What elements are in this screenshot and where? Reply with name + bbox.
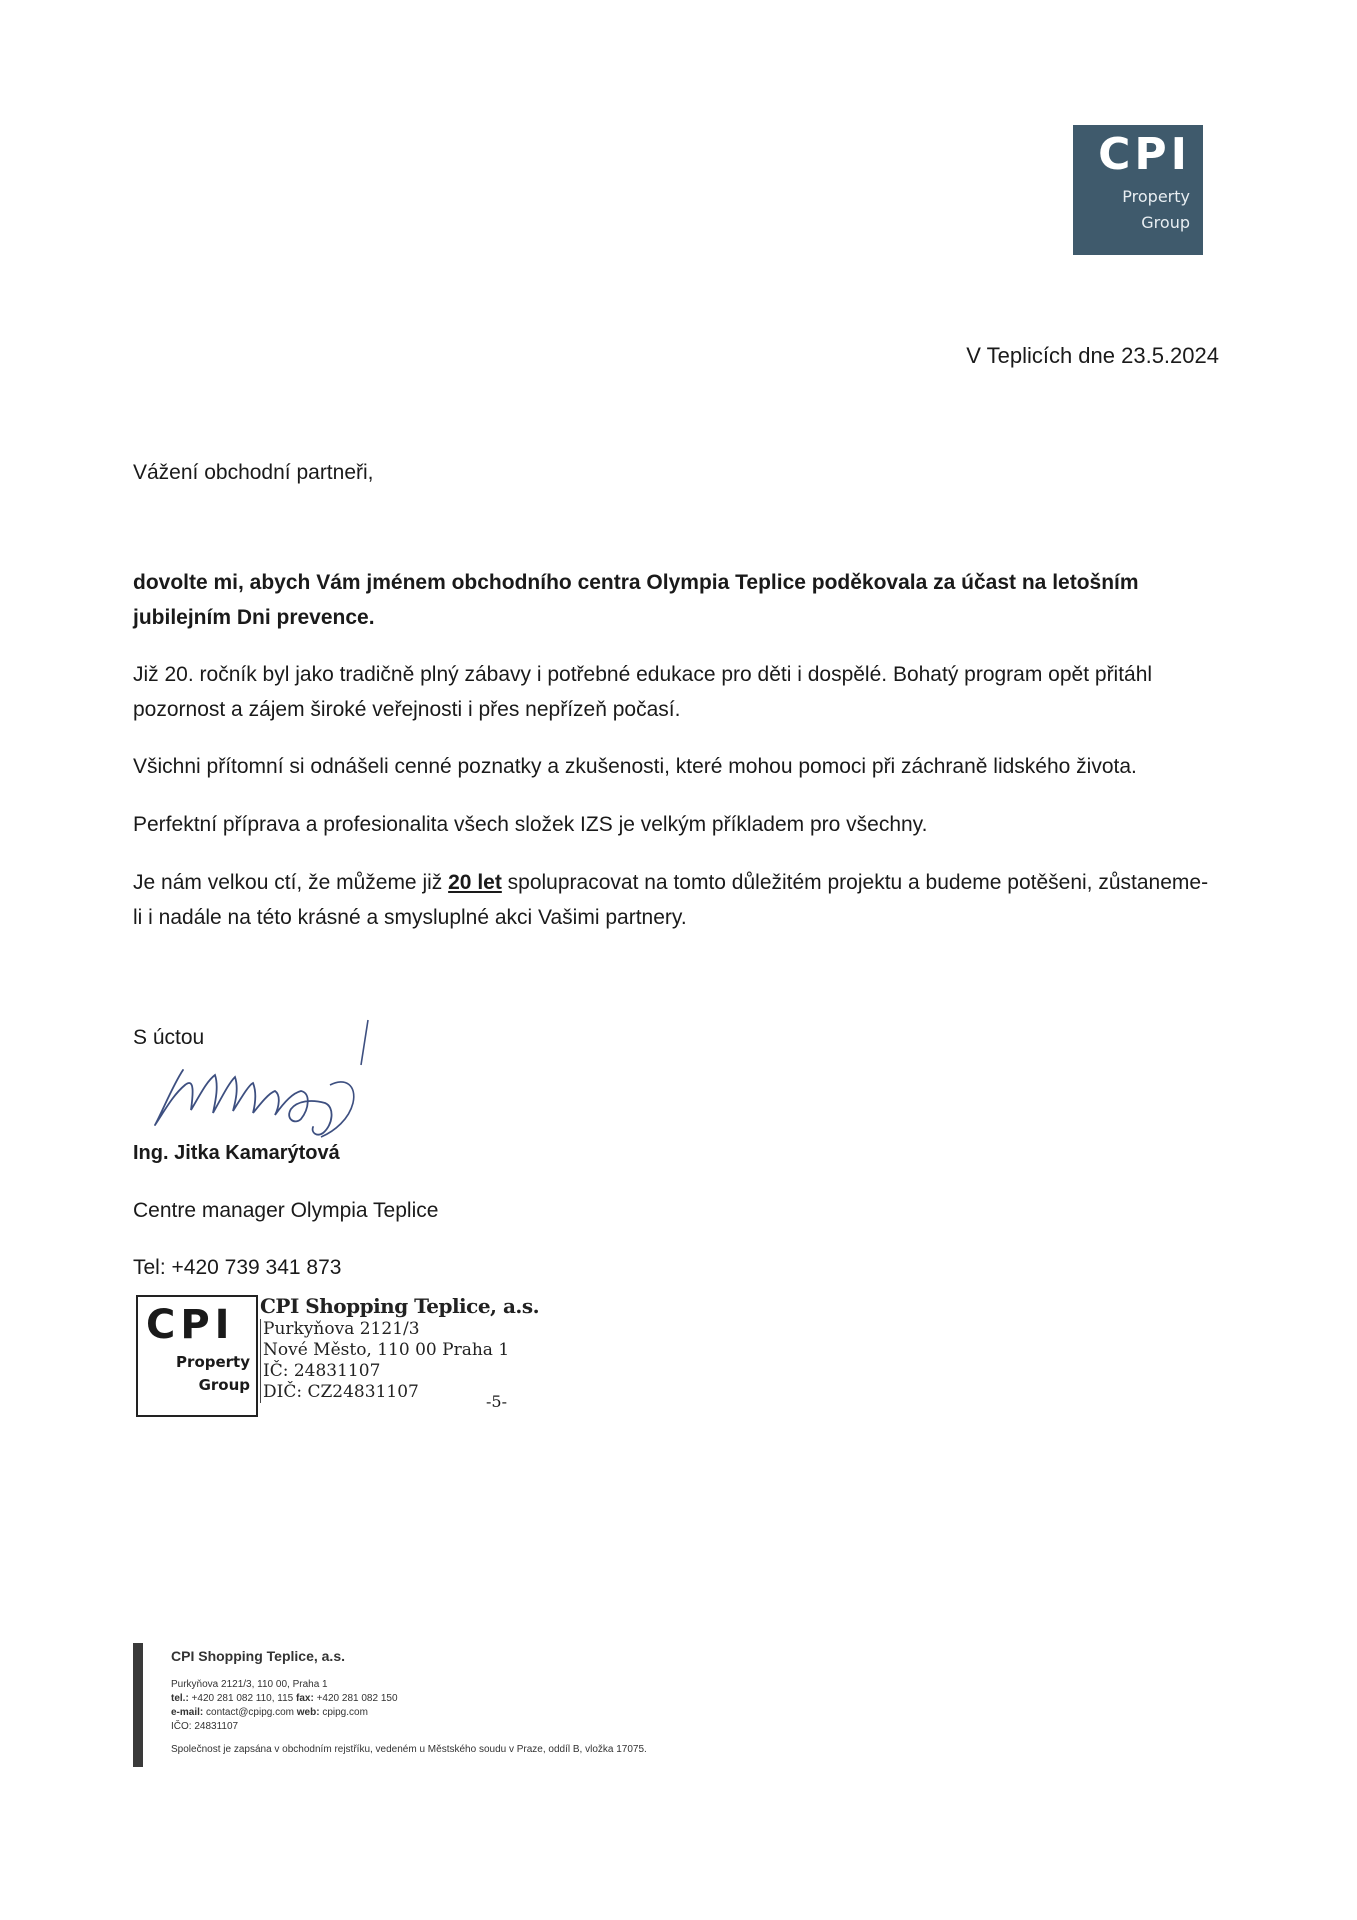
logo-line-property: Property: [1122, 187, 1190, 206]
company-logo: [1073, 125, 1203, 255]
footer-address: Purkyňova 2121/3, 110 00, Praha 1: [171, 1679, 328, 1690]
footer-ico: IČO: 24831107: [171, 1721, 239, 1732]
stamp-ic: IČ: 24831107: [260, 1361, 539, 1382]
paragraph-4-emphasis: 20 let: [448, 871, 502, 894]
footer-registration: Společnost je zapsána v obchodním rejstříku, vedeném u Městského soudu v Praze, oddíl B, vložka 17075.: [171, 1744, 647, 1755]
intro-paragraph: dovolte mi, abych Vám jménem obchodního centra Olympia Teplice poděkovala za účast na letošním jubilejním Dni prevence.: [133, 571, 1139, 629]
signer-role: Centre manager Olympia Teplice: [133, 1199, 439, 1222]
stamp-company-name: CPI Shopping Teplice, a.s.: [260, 1294, 540, 1318]
logo-line-group: Group: [1141, 213, 1190, 232]
closing: S úctou: [133, 1026, 205, 1049]
handwritten-signature: [135, 1015, 395, 1145]
stamp-handmark: -5-: [486, 1392, 507, 1411]
paragraph-1: Již 20. ročník byl jako tradičně plný zábavy i potřebné edukace pro děti i dospělé. Bohatý program opět přitáhl pozornost a zájem široké veřejnosti i přes nepřízeň počasí.: [133, 663, 1153, 721]
footer-web-label: web:: [296, 1707, 320, 1718]
paragraph-2: Všichni přítomní si odnášeli cenné poznatky a zkušenosti, které mohou pomoci při záchraně lidského života.: [133, 755, 1137, 778]
paragraph-3: Perfektní příprava a profesionalita všech složek IZS je velkým příkladem pro všechny.: [133, 813, 928, 836]
footer-company-name: CPI Shopping Teplice, a.s.: [171, 1648, 345, 1664]
signer-phone: Tel: +420 739 341 873: [133, 1256, 342, 1279]
stamp-address-1: Purkyňova 2121/3: [260, 1319, 539, 1340]
stamp-logo-property: Property: [176, 1353, 250, 1371]
footer-fax-value: +420 281 082 150: [313, 1693, 398, 1704]
stamp-dic: DIČ: CZ24831107: [260, 1382, 539, 1403]
footer-contact-web: [171, 1706, 647, 1720]
footer-tel-value: +420 281 082 110, 115: [188, 1693, 297, 1704]
footer: [171, 1648, 647, 1755]
letter-date: V Teplicích dne 23.5.2024: [966, 343, 1219, 368]
logo-mark: CPI: [1098, 129, 1191, 180]
signer-name: Ing. Jitka Kamarýtová: [133, 1142, 340, 1164]
stamp-logo-mark: CPI: [146, 1302, 235, 1348]
footer-web-value: cpipg.com: [319, 1707, 368, 1718]
company-stamp: [260, 1293, 539, 1403]
footer-contact-phone: [171, 1692, 647, 1706]
paragraph-4-end: spolupracovat na tomto důležitém projektu a budeme potěšeni, zůstaneme-li i nadále na této krásné a smysluplné akci Vašimi partnery.: [133, 871, 1209, 929]
stamp-logo: [136, 1295, 258, 1417]
footer-email-label: e-mail:: [171, 1707, 204, 1718]
paragraph-4: [133, 865, 1213, 935]
stamp-address-2: Nové Město, 110 00 Praha 1: [260, 1340, 539, 1361]
salutation: Vážení obchodní partneři,: [133, 461, 374, 484]
paragraph-4-start: Je nám velkou ctí, že můžeme již: [133, 871, 449, 894]
footer-tel-label: tel.:: [171, 1693, 189, 1704]
footer-accent-bar: [133, 1643, 143, 1767]
stamp-logo-group: Group: [198, 1376, 250, 1394]
footer-fax-label: fax:: [296, 1693, 314, 1704]
footer-email-value: contact@cpipg.com: [203, 1707, 297, 1718]
